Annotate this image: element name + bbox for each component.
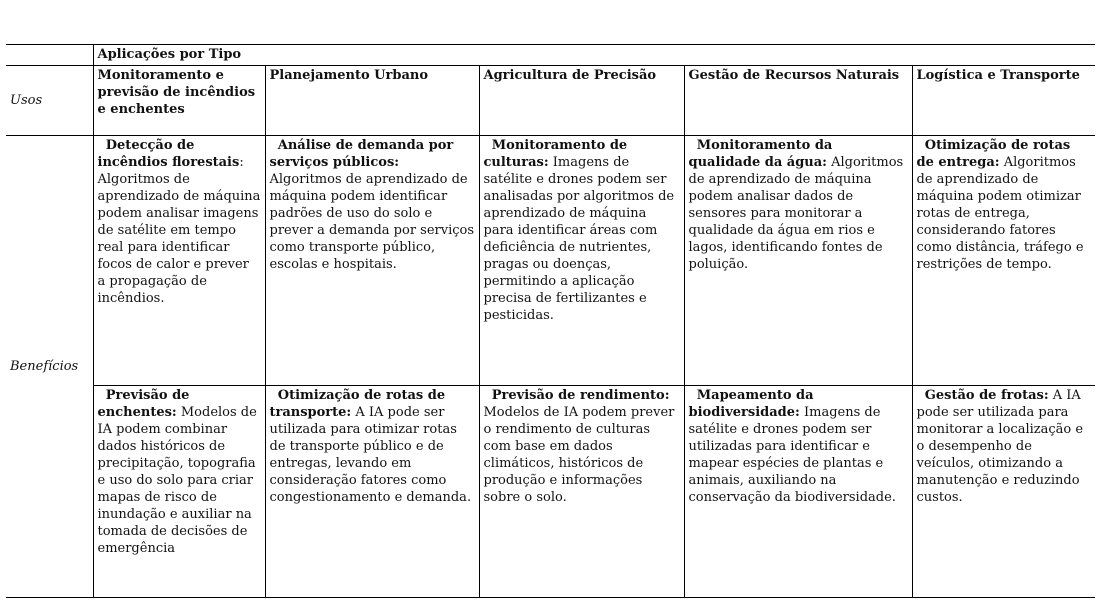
column-header-text: Monitoramento e previsão de incêndios e enchentes [97,68,256,117]
benefit-cell [912,386,1095,598]
usos-row [6,66,1095,136]
benefit-title: Mapeamento da biodiversidade: [688,388,814,420]
row-label-beneficios [6,136,93,598]
benefit-cell [684,136,912,386]
corner-cell [6,45,93,66]
benefit-text: Algoritmos de aprendizado de máquina podem otimizar rotas de entrega, considerando fatores como distância, tráfego e restrições de tempo. [916,155,1084,272]
column-header-text: Planejamento Urbano [269,68,428,83]
benefit-text: A IA pode ser utilizada para monitorar a localização e o desempenho de veículos, otimizando a manutenção e reduzindo custos. [916,388,1084,505]
benefit-title: Análise de demanda por serviços públicos: [269,138,454,170]
benefit-title: Previsão de enchentes: [97,388,190,420]
benefit-cell [684,386,912,598]
benefit-title: Gestão de frotas: [924,388,1049,403]
benefit-title: Otimização de rotas de transporte: [269,388,446,420]
benefit-text: Imagens de satélite e drones podem ser analisadas por algoritmos de aprendizado de máquina para identificar áreas com deficiência de nutrientes, pragas ou doenças, permitindo a aplicação precisa de fertilizantes e pesticidas. [483,155,675,323]
benefit-title: Monitoramento de culturas: [483,138,628,170]
column-header [93,66,265,136]
row-label-beneficios-text: Benefícios [10,358,79,374]
applications-table [6,44,1095,598]
benefit-text: Algoritmos de aprendizado de máquina podem analisar imagens de satélite em tempo real para identificar focos de calor e prever a propagação de incêndios. [97,172,261,306]
benefit-text: Imagens de satélite e drones podem ser utilizadas para identificar e mapear espécies de plantas e animais, auxiliando na conservação da biodiversidade. [688,405,896,505]
benefit-cell [93,386,265,598]
benefit-cell [265,136,479,386]
benefit-text: Algoritmos de aprendizado de máquina podem analisar dados de sensores para monitorar a qualidade da água em rios e lagos, identificando fontes de poluição. [688,155,904,272]
column-header-text: Agricultura de Precisão [483,68,657,83]
column-header-text: Gestão de Recursos Naturais [688,68,900,83]
column-header [265,66,479,136]
benefit-cell [93,136,265,386]
benefit-text: A IA pode ser utilizada para otimizar rotas de transporte público e de entregas, levando em consideração fatores como congestionamento e demanda. [269,405,472,505]
benefit-text: Modelos de IA podem prever o rendimento de culturas com base em dados climáticos, históricos de produção e informações sobre o solo. [483,405,675,505]
applications-table-wrapper [6,44,1095,598]
benefit-cell [479,136,684,386]
benefit-text: Algoritmos de aprendizado de máquina podem identificar padrões de uso do solo e prever a demanda por serviços como transporte público, escolas e hospitais. [269,172,475,272]
benefit-title: Otimização de rotas de entrega: [916,138,1071,170]
group-header-cell [93,45,1095,66]
column-header [912,66,1095,136]
benefit-cell [265,386,479,598]
column-header [479,66,684,136]
benefit-separator: : [239,155,244,170]
column-header [684,66,912,136]
column-header-text: Logística e Transporte [916,68,1080,83]
benefit-text: Modelos de IA podem combinar dados históricos de precipitação, topografia e uso do solo para criar mapas de risco de inundação e auxiliar na tomada de decisões de emergência [97,405,257,556]
row-label-usos [6,66,93,136]
benefit-cell [912,136,1095,386]
group-header-row [6,45,1095,66]
group-header-label: Aplicações por Tipo [97,47,242,62]
benefit-title: Previsão de rendimento: [491,388,670,403]
benefit-title: Monitoramento da qualidade da água: [688,138,833,170]
benefit-title: Detecção de incêndios florestais [97,138,240,170]
benefits-row-2 [6,386,1095,598]
row-label-usos-text: Usos [10,92,43,108]
benefits-row-1 [6,136,1095,386]
benefit-cell [479,386,684,598]
